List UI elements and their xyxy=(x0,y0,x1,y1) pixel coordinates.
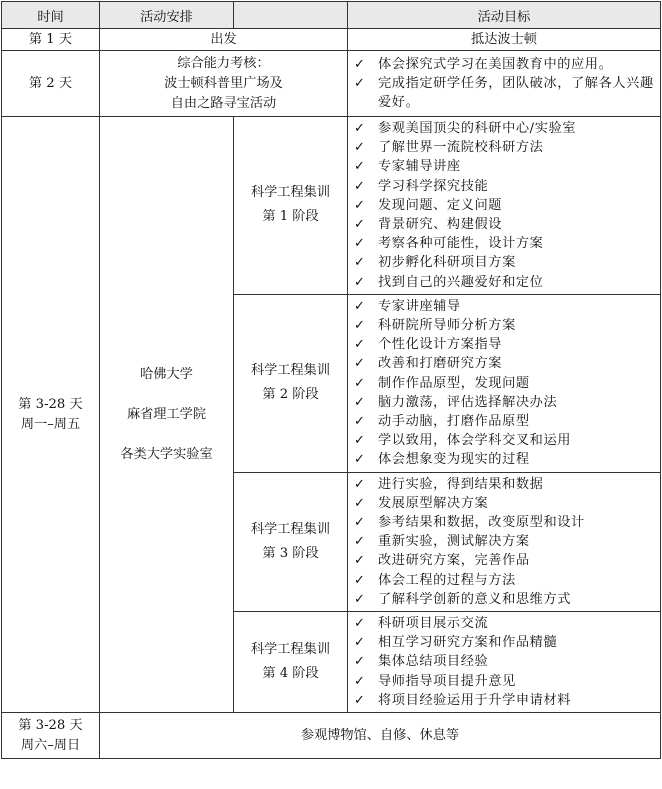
weekend-time-line: 第 3-28 天 xyxy=(18,717,83,733)
goal-item: ✓ 完成指定研学任务，团队破冰，了解各人兴趣爱好。 xyxy=(354,74,656,112)
weekday-time-line: 第 3-28 天 xyxy=(18,396,83,412)
check-icon: ✓ xyxy=(354,75,366,91)
goal-item: ✓ 集体总结项目经验 xyxy=(354,652,656,671)
goal-item: ✓ 脑力激荡，评估选择解决办法 xyxy=(354,393,656,412)
goal-item: ✓ 初步孵化科研项目方案 xyxy=(354,253,656,272)
goal-item: ✓ 科研院所导师分析方案 xyxy=(354,316,656,335)
day1-activity: 出发 xyxy=(100,29,348,51)
row-day2 xyxy=(2,51,661,117)
stage-3-name: 科学工程集训 第 3 阶段 xyxy=(234,472,348,611)
check-icon: ✓ xyxy=(354,375,366,391)
stage-4-name: 科学工程集训 第 4 阶段 xyxy=(234,612,348,713)
header-activity: 活动安排 xyxy=(100,2,234,29)
row-day1 xyxy=(2,29,661,51)
check-icon: ✓ xyxy=(354,56,366,72)
goal-item: ✓ 体会想象变为现实的过程 xyxy=(354,450,656,469)
header-blank xyxy=(234,2,348,29)
check-icon: ✓ xyxy=(354,217,366,233)
stage-2-name: 科学工程集训 第 2 阶段 xyxy=(234,294,348,472)
goal-item: ✓ 找到自己的兴趣爱好和定位 xyxy=(354,273,656,292)
day2-activity-line: 综合能力考核： xyxy=(177,55,270,71)
goal-item: ✓ 将项目经验运用于升学申请材料 xyxy=(354,691,656,710)
goal-item: ✓ 制作作品原型，发现问题 xyxy=(354,374,656,393)
goal-item: ✓ 导师指导项目提升意见 xyxy=(354,672,656,691)
goal-item: ✓ 参考结果和数据，改变原型和设计 xyxy=(354,513,656,532)
row-stage-1 xyxy=(2,117,661,295)
goal-item: ✓ 参观美国顶尖的科研中心/实验室 xyxy=(354,119,656,138)
check-icon: ✓ xyxy=(354,534,366,550)
check-icon: ✓ xyxy=(354,159,366,175)
goal-item: ✓ 考察各种可能性，设计方案 xyxy=(354,234,656,253)
check-icon: ✓ xyxy=(354,236,366,252)
goal-item: ✓ 发展原型解决方案 xyxy=(354,494,656,513)
day2-time: 第 2 天 xyxy=(2,51,100,117)
goal-item: ✓ 学以致用，体会学科交叉和运用 xyxy=(354,431,656,450)
check-icon: ✓ xyxy=(354,692,366,708)
check-icon: ✓ xyxy=(354,337,366,353)
check-icon: ✓ xyxy=(354,274,366,290)
stage-1-name: 科学工程集训 第 1 阶段 xyxy=(234,117,348,295)
goal-item: ✓ 重新实验，测试解决方案 xyxy=(354,532,656,551)
goal-item: ✓ 动手动脑，打磨作品原型 xyxy=(354,412,656,431)
stage-1-goals xyxy=(348,117,661,295)
goal-item: ✓ 了解科学创新的意义和思维方式 xyxy=(354,590,656,609)
venue-name: 各类大学实验室 xyxy=(120,446,213,462)
weekday-venues xyxy=(100,117,234,713)
check-icon: ✓ xyxy=(354,121,366,136)
goal-item: ✓ 学习科学探究技能 xyxy=(354,177,656,196)
weekday-time xyxy=(2,117,100,713)
day2-goals xyxy=(348,51,661,117)
check-icon: ✓ xyxy=(354,298,366,314)
check-icon: ✓ xyxy=(354,356,366,372)
goal-item: ✓ 个性化设计方案指导 xyxy=(354,335,656,354)
check-icon: ✓ xyxy=(354,414,366,430)
check-icon: ✓ xyxy=(354,452,366,468)
check-icon: ✓ xyxy=(354,178,366,194)
goal-item: ✓ 体会探究式学习在美国教育中的应用。 xyxy=(354,55,656,74)
day2-activity xyxy=(100,51,348,117)
stage-4-goals xyxy=(348,612,661,713)
header-row xyxy=(2,2,661,29)
header-time: 时间 xyxy=(2,2,100,29)
header-goal: 活动目标 xyxy=(348,2,661,29)
venue-name: 麻省理工学院 xyxy=(126,406,207,422)
goal-item: ✓ 相互学习研究方案和作品精髓 xyxy=(354,633,656,652)
check-icon: ✓ xyxy=(354,197,366,213)
stage-3-goals xyxy=(348,472,661,611)
schedule-table xyxy=(1,1,661,759)
check-icon: ✓ xyxy=(354,654,366,670)
check-icon: ✓ xyxy=(354,476,366,492)
goal-item: ✓ 科研项目展示交流 xyxy=(354,614,656,633)
check-icon: ✓ xyxy=(354,616,366,632)
goal-item: ✓ 了解世界一流院校科研方法 xyxy=(354,138,656,157)
check-icon: ✓ xyxy=(354,433,366,449)
weekend-activity: 参观博物馆、自修、休息等 xyxy=(100,713,661,759)
check-icon: ✓ xyxy=(354,140,366,156)
check-icon: ✓ xyxy=(354,318,366,334)
check-icon: ✓ xyxy=(354,255,366,271)
check-icon: ✓ xyxy=(354,673,366,689)
check-icon: ✓ xyxy=(354,394,366,410)
row-weekend xyxy=(2,713,661,759)
goal-item: ✓ 体会工程的过程与方法 xyxy=(354,571,656,590)
goal-item: ✓ 改进研究方案，完善作品 xyxy=(354,551,656,570)
day1-goal: 抵达波士顿 xyxy=(348,29,661,51)
goal-item: ✓ 进行实验，得到结果和数据 xyxy=(354,475,656,494)
weekday-time-line: 周一–周五 xyxy=(20,416,81,432)
goal-item: ✓ 改善和打磨研究方案 xyxy=(354,354,656,373)
check-icon: ✓ xyxy=(354,572,366,588)
goal-item: ✓ 专家讲座辅导 xyxy=(354,297,656,316)
check-icon: ✓ xyxy=(354,635,366,651)
day1-time: 第 1 天 xyxy=(2,29,100,51)
check-icon: ✓ xyxy=(354,495,366,511)
weekend-time xyxy=(2,713,100,759)
goal-item: ✓ 专家辅导讲座 xyxy=(354,157,656,176)
check-icon: ✓ xyxy=(354,515,366,531)
check-icon: ✓ xyxy=(354,591,366,607)
goal-item: ✓ 发现问题、定义问题 xyxy=(354,196,656,215)
venue-name: 哈佛大学 xyxy=(140,366,193,382)
weekend-time-line: 周六–周日 xyxy=(20,737,81,753)
stage-2-goals xyxy=(348,294,661,472)
day2-activity-line: 波士顿科普里广场及 xyxy=(164,75,283,91)
day2-activity-line: 自由之路寻宝活动 xyxy=(170,95,277,111)
goal-item: ✓ 背景研究、构建假设 xyxy=(354,215,656,234)
check-icon: ✓ xyxy=(354,553,366,569)
